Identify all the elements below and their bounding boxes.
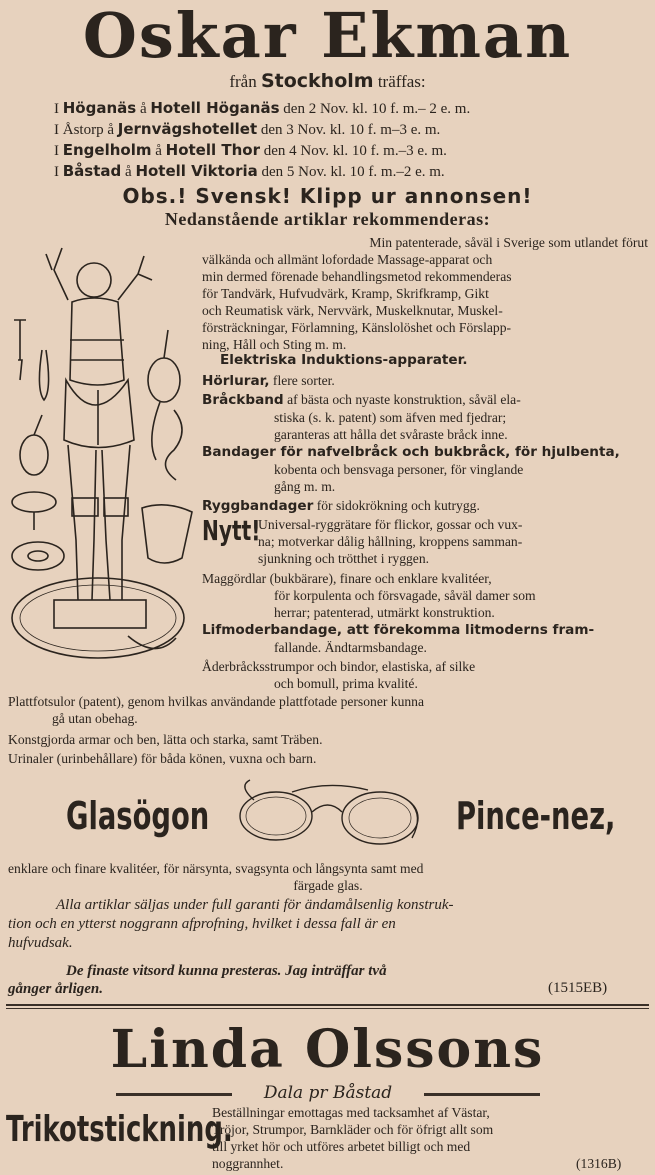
trade-heading: Trikotstickning. <box>6 1109 233 1150</box>
horlurar-line: Hörlurar, flere sorter. <box>202 373 335 389</box>
aderbracks-block: Åderbråcksstrumpor och bindor, elastiska, af silke och bomull, prima kvalité. <box>202 659 476 691</box>
place-line <box>0 1082 655 1104</box>
ryggbandager-line: Ryggbandager för sidokrökning och kutrygg. <box>202 498 480 514</box>
massage-apparatus-illustration <box>6 240 196 680</box>
closing-line-2: gånger årligen. <box>8 981 104 997</box>
maggordlar-block: Maggördlar (bukbärare), finare och enklare kvalitéer, för korpulenta och försvagade, såväl damer som herrar; patenterad, utmärkt konstruktion. <box>202 571 536 620</box>
ornament-left <box>116 1093 232 1096</box>
place-text: Dala pr Båstad <box>263 1083 393 1103</box>
glasogon-heading: Glasögon <box>66 794 210 838</box>
spectacles-illustration <box>232 776 428 858</box>
schedule-list <box>54 98 614 182</box>
advertiser-name-2: Linda Olssons <box>110 1019 545 1080</box>
schedule-row: I Åstorp å Jernvägshotellet den 3 Nov. kl. 10 f. m–3 e. m. <box>54 120 441 138</box>
universal-block: Universal-ryggrätare för flickor, gossar och vux- na; motverkar dålig hållning, kroppens samman- sjunkning och trötthet i ryggen. <box>258 517 523 566</box>
pincenez-heading: Pince-nez, <box>456 794 616 838</box>
plattfot-block: Plattfotsulor (patent), genom hvilkas användande plattfotade personer kunna gå utan obehag. <box>8 694 424 726</box>
from-suffix: träffas: <box>377 72 426 91</box>
recommend-heading: Nedanstående artiklar rekommenderas: <box>164 209 491 229</box>
divider <box>6 1004 649 1006</box>
urinaler-line: Urinaler (urinbehållare) för båda könen, vuxna och barn. <box>8 751 317 766</box>
schedule-row: I Höganäs å Hotell Höganäs den 2 Nov. kl. 10 f. m.– 2 e. m. <box>54 99 471 117</box>
ad-code: (1515EB) <box>548 980 608 996</box>
ornament-right <box>424 1093 540 1096</box>
lifmoder-block: Lifmoderbandage, att förekomma litmoderns fram- fallande. Ändtarmsbandage. <box>202 622 595 655</box>
divider <box>6 1008 649 1009</box>
from-prefix: från <box>229 72 257 91</box>
nytt-label: Nytt! <box>202 514 261 547</box>
schedule-row: I Engelholm å Hotell Thor den 4 Nov. kl. 10 f. m.–3 e. m. <box>54 141 447 159</box>
closing-line-1: De finaste vitsord kunna presteras. Jag inträffar två <box>66 963 387 979</box>
intro-paragraph: Min patenterade, såväl i Sverige som utlandet förut välkända och allmänt lofordade Massage-apparat och min dermed förenade behandlingsmetod rekommenderas för Tandvärk, Hufvudvärk, Kramp, Skrifkramp, Gikt och Reumatisk värk, Nervvärk, Muskelknutar, Muskel- försträckningar, Förlamning, Känslolöshet och Förslapp- ning, Håll och Sting m. m. <box>202 235 648 352</box>
from-line <box>0 70 655 93</box>
schedule-row: I Båstad å Hotell Viktoria den 5 Nov. kl. 10 f. m.–2 e. m. <box>54 162 445 180</box>
from-city: Stockholm <box>260 70 374 92</box>
guarantee-paragraph: Alla artiklar säljas under full garanti för ändamålsenlig konstruk- tion och en ytterst noggrann afprofning, hvilket i dessa fall är en hufvudsak. <box>8 897 454 951</box>
glasses-description: enklare och finare kvalitéer, för närsynta, svagsynta och långsynta samt med färgade glas. <box>8 861 424 893</box>
bandager-block: Bandager för nafvelbråck och bukbråck, för hjulbenta, kobenta och bensvaga personer, för vinglande gång m. m. <box>202 444 620 494</box>
konstgjorda-line: Konstgjorda armar och ben, lätta och starka, samt Träben. <box>8 732 323 747</box>
elektriska-heading: Elektriska Induktions-apparater. <box>220 352 468 368</box>
ad2-paragraph: Beställningar emottagas med tacksamhet af Västar, Tröjor, Strumpor, Barnkläder och för öfrigt allt som till yrket hör och utföres arbetet billigt och med noggrannhet. <box>212 1105 494 1171</box>
obs-heading: Obs.! Svensk! Klipp ur annonsen! <box>122 184 533 208</box>
brackband-block: Bråckband af bästa och nyaste konstruktion, såväl ela- stiska (s. k. patent) som äfven med fjedrar; garanteras att hålla det svåraste bråck inne. <box>202 392 521 442</box>
ad-code-2: (1316B) <box>576 1156 622 1171</box>
advertiser-name: Oskar Ekman <box>82 0 573 72</box>
